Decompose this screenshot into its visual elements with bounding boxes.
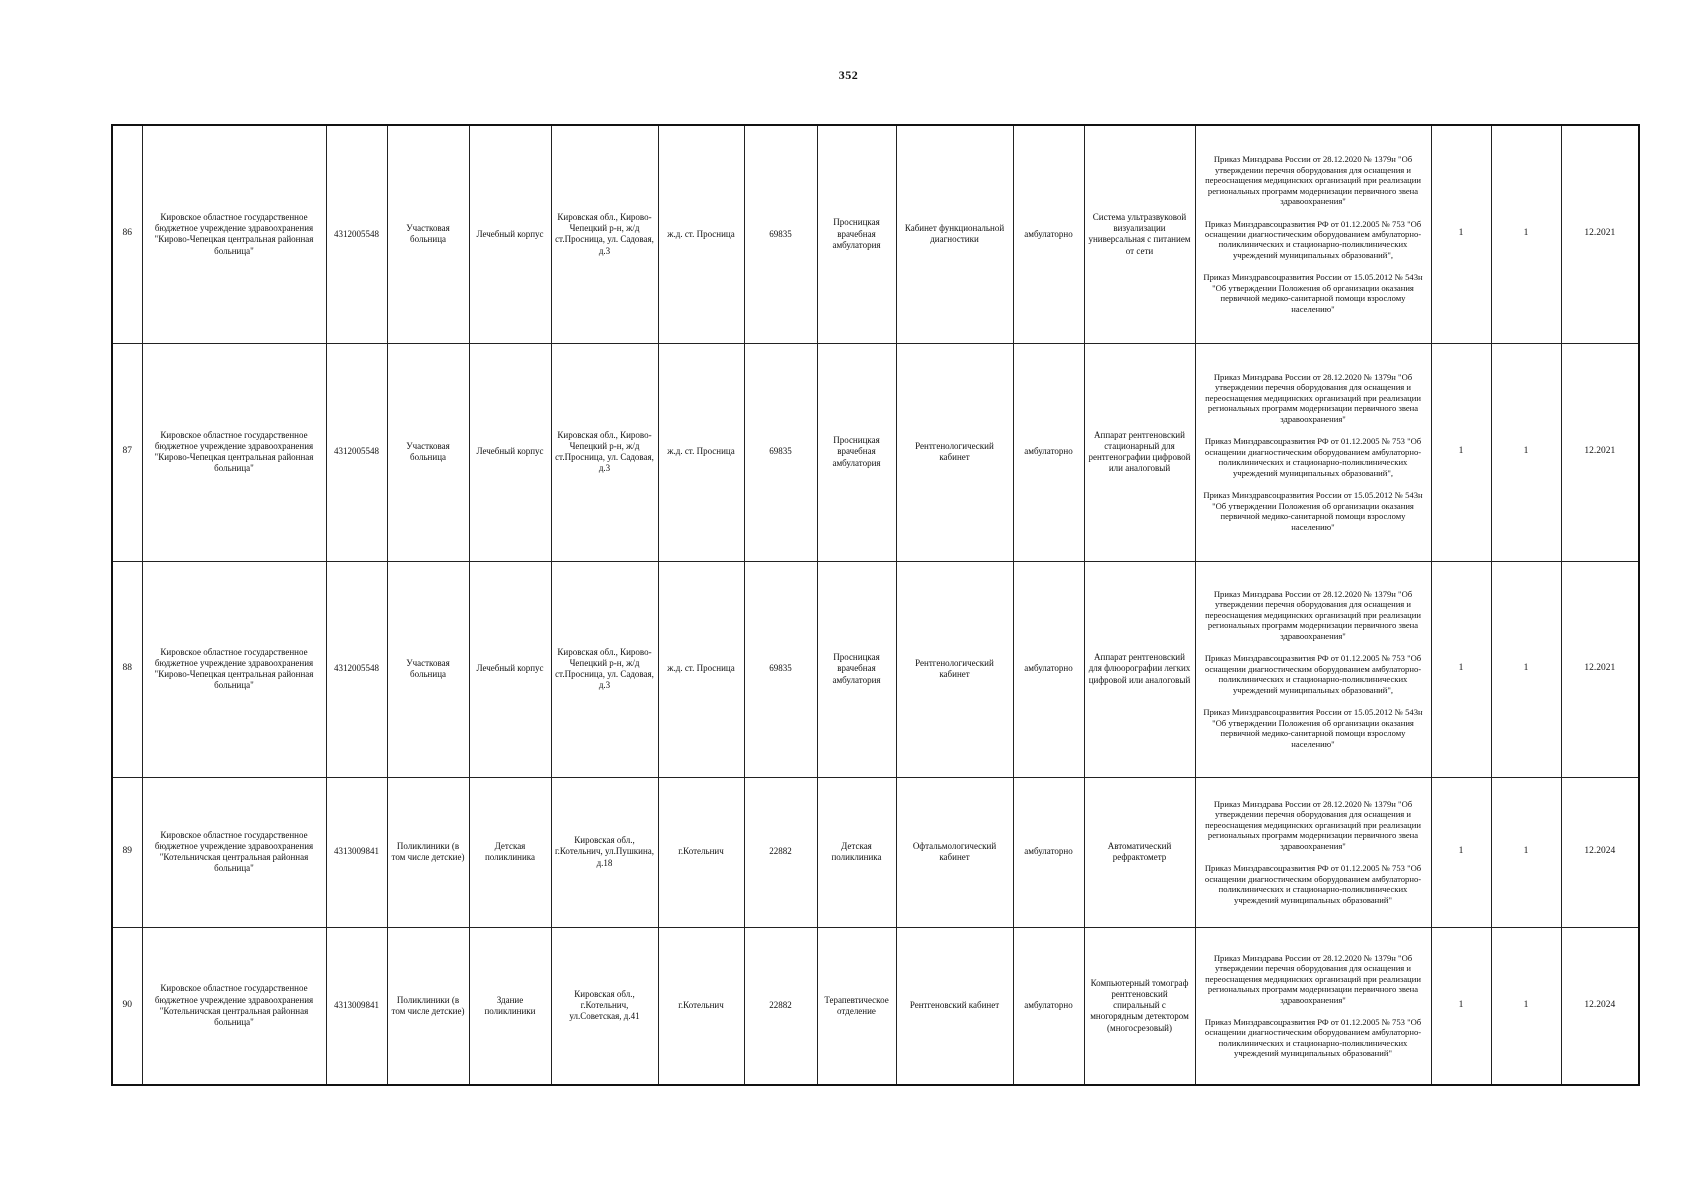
delivery-date: 12.2021 [1561, 343, 1639, 561]
organization-name: Кировское областное государственное бюджетное учреждение здравоохранения "Котельничская центральная районная больница" [142, 777, 326, 927]
legal-basis [1195, 777, 1431, 927]
address: Кировская обл., Кирово-Чепецкий р-н, ж/д ст.Просница, ул. Садовая, д.3 [551, 125, 658, 343]
quantity-required: 1 [1431, 777, 1491, 927]
inn: 4312005548 [326, 125, 387, 343]
building: Здание поликлиники [469, 927, 551, 1085]
equipment: Система ультразвуковой визуализации универсальная с питанием от сети [1084, 125, 1195, 343]
basis-order-753: Приказ Минздравсоцразвития РФ от 01.12.2005 № 753 "Об оснащении диагностическим оборудованием амбулаторно-поликлинических и стационарно-поликлинических учреждений муниципальных образований" [1204, 863, 1422, 905]
care-form: амбулаторно [1013, 927, 1084, 1085]
address: Кировская обл., Кирово-Чепецкий р-н, ж/д ст.Просница, ул. Садовая, д.3 [551, 343, 658, 561]
locality: ж.д. ст. Просница [658, 125, 744, 343]
inn: 4312005548 [326, 561, 387, 777]
quantity-required: 1 [1431, 927, 1491, 1085]
basis-order-543n: Приказ Минздравсоцразвития России от 15.05.2012 № 543н "Об утверждении Положения об организации оказания первичной медико-санитарной помощи взрослому населению" [1203, 272, 1423, 314]
subdivision: Просницкая врачебная амбулатория [817, 125, 896, 343]
organization-name: Кировское областное государственное бюджетное учреждение здравоохранения "Кирово-Чепецкая центральная районная больница" [142, 343, 326, 561]
subdivision: Терапевтическое отделение [817, 927, 896, 1085]
table-row [112, 343, 1639, 561]
quantity-planned: 1 [1491, 561, 1561, 777]
locality: ж.д. ст. Просница [658, 561, 744, 777]
table-row [112, 125, 1639, 343]
quantity-planned: 1 [1491, 343, 1561, 561]
legal-basis [1195, 125, 1431, 343]
basis-order-753: Приказ Минздравсоцразвития РФ от 01.12.2005 № 753 "Об оснащении диагностическим оборудованием амбулаторно-поликлинических и стационарно-поликлинических учреждений муниципальных образований", [1204, 218, 1422, 260]
facility-type: Участковая больница [387, 343, 469, 561]
care-form: амбулаторно [1013, 125, 1084, 343]
quantity-required: 1 [1431, 125, 1491, 343]
delivery-date: 12.2024 [1561, 927, 1639, 1085]
facility-type: Участковая больница [387, 125, 469, 343]
basis-order-1379n: Приказ Минздрава России от 28.12.2020 № 1379н "Об утверждении перечня оборудования для оснащения и переоснащения медицинских организаций при реализации региональных программ модернизации первичного звена здравоохранения" [1205, 371, 1421, 424]
equipment: Аппарат рентгеновский для флюорографии легких цифровой или аналоговый [1084, 561, 1195, 777]
basis-order-753: Приказ Минздравсоцразвития РФ от 01.12.2005 № 753 "Об оснащении диагностическим оборудованием амбулаторно-поликлинических и стационарно-поликлинических учреждений муниципальных образований", [1204, 653, 1422, 695]
basis-order-1379n: Приказ Минздрава России от 28.12.2020 № 1379н "Об утверждении перечня оборудования для оснащения и переоснащения медицинских организаций при реализации региональных программ модернизации первичного звена здравоохранения" [1205, 798, 1421, 851]
equipment: Компьютерный томограф рентгеновский спиральный с многорядным детектором (многосрезовый) [1084, 927, 1195, 1085]
delivery-date: 12.2024 [1561, 777, 1639, 927]
equipment-registry-table [111, 124, 1640, 1086]
subdivision: Просницкая врачебная амбулатория [817, 561, 896, 777]
basis-order-753: Приказ Минздравсоцразвития РФ от 01.12.2005 № 753 "Об оснащении диагностическим оборудованием амбулаторно-поликлинических и стационарно-поликлинических учреждений муниципальных образований" [1204, 1016, 1422, 1059]
cabinet: Рентгеновский кабинет [896, 927, 1013, 1085]
row-number: 90 [112, 927, 142, 1085]
cabinet: Кабинет функциональной диагностики [896, 125, 1013, 343]
care-form: амбулаторно [1013, 561, 1084, 777]
row-number: 89 [112, 777, 142, 927]
oktmo: 69835 [744, 125, 817, 343]
organization-name: Кировское областное государственное бюджетное учреждение здравоохранения "Котельничская центральная районная больница" [142, 927, 326, 1085]
cabinet: Рентгенологический кабинет [896, 343, 1013, 561]
facility-type: Участковая больница [387, 561, 469, 777]
basis-order-1379n: Приказ Минздрава России от 28.12.2020 № 1379н "Об утверждении перечня оборудования для оснащения и переоснащения медицинских организаций при реализации региональных программ модернизации первичного звена здравоохранения" [1205, 588, 1421, 641]
address: Кировская обл., Кирово-Чепецкий р-н, ж/д ст.Просница, ул. Садовая, д.3 [551, 561, 658, 777]
care-form: амбулаторно [1013, 777, 1084, 927]
organization-name: Кировское областное государственное бюджетное учреждение здравоохранения "Кирово-Чепецкая центральная районная больница" [142, 125, 326, 343]
inn: 4313009841 [326, 777, 387, 927]
address: Кировская обл., г.Котельнич, ул.Пушкина, д.18 [551, 777, 658, 927]
table-row [112, 561, 1639, 777]
legal-basis [1195, 927, 1431, 1085]
quantity-planned: 1 [1491, 927, 1561, 1085]
equipment: Аппарат рентгеновский стационарный для рентгенографии цифровой или аналоговый [1084, 343, 1195, 561]
inn: 4313009841 [326, 927, 387, 1085]
oktmo: 69835 [744, 561, 817, 777]
row-number: 87 [112, 343, 142, 561]
basis-order-543n: Приказ Минздравсоцразвития России от 15.05.2012 № 543н "Об утверждении Положения об организации оказания первичной медико-санитарной помощи взрослому населению" [1203, 707, 1423, 749]
building: Детская поликлиника [469, 777, 551, 927]
delivery-date: 12.2021 [1561, 561, 1639, 777]
cabinet: Офтальмологический кабинет [896, 777, 1013, 927]
locality: ж.д. ст. Просница [658, 343, 744, 561]
building: Лечебный корпус [469, 125, 551, 343]
facility-type: Поликлиники (в том числе детские) [387, 777, 469, 927]
quantity-required: 1 [1431, 561, 1491, 777]
building: Лечебный корпус [469, 561, 551, 777]
facility-type: Поликлиники (в том числе детские) [387, 927, 469, 1085]
oktmo: 22882 [744, 927, 817, 1085]
care-form: амбулаторно [1013, 343, 1084, 561]
quantity-planned: 1 [1491, 125, 1561, 343]
quantity-planned: 1 [1491, 777, 1561, 927]
address: Кировская обл., г.Котельнич, ул.Советская, д.41 [551, 927, 658, 1085]
table-row [112, 777, 1639, 927]
locality: г.Котельнич [658, 927, 744, 1085]
oktmo: 69835 [744, 343, 817, 561]
row-number: 86 [112, 125, 142, 343]
basis-order-1379n: Приказ Минздрава России от 28.12.2020 № 1379н "Об утверждении перечня оборудования для оснащения и переоснащения медицинских организаций при реализации региональных программ модернизации первичного звена здравоохранения" [1205, 952, 1421, 1005]
oktmo: 22882 [744, 777, 817, 927]
locality: г.Котельнич [658, 777, 744, 927]
basis-order-1379n: Приказ Минздрава России от 28.12.2020 № 1379н "Об утверждении перечня оборудования для оснащения и переоснащения медицинских организаций при реализации региональных программ модернизации первичного звена здравоохранения" [1205, 154, 1421, 207]
basis-order-753: Приказ Минздравсоцразвития РФ от 01.12.2005 № 753 "Об оснащении диагностическим оборудованием амбулаторно-поликлинических и стационарно-поликлинических учреждений муниципальных образований", [1204, 436, 1422, 478]
legal-basis [1195, 343, 1431, 561]
inn: 4312005548 [326, 343, 387, 561]
basis-order-543n: Приказ Минздравсоцразвития России от 15.05.2012 № 543н "Об утверждении Положения об организации оказания первичной медико-санитарной помощи взрослому населению" [1203, 490, 1423, 532]
building: Лечебный корпус [469, 343, 551, 561]
quantity-required: 1 [1431, 343, 1491, 561]
legal-basis [1195, 561, 1431, 777]
page-number: 352 [838, 68, 859, 82]
subdivision: Детская поликлиника [817, 777, 896, 927]
row-number: 88 [112, 561, 142, 777]
delivery-date: 12.2021 [1561, 125, 1639, 343]
equipment: Автоматический рефрактометр [1084, 777, 1195, 927]
cabinet: Рентгенологический кабинет [896, 561, 1013, 777]
subdivision: Просницкая врачебная амбулатория [817, 343, 896, 561]
table-row [112, 927, 1639, 1085]
organization-name: Кировское областное государственное бюджетное учреждение здравоохранения "Кирово-Чепецкая центральная районная больница" [142, 561, 326, 777]
